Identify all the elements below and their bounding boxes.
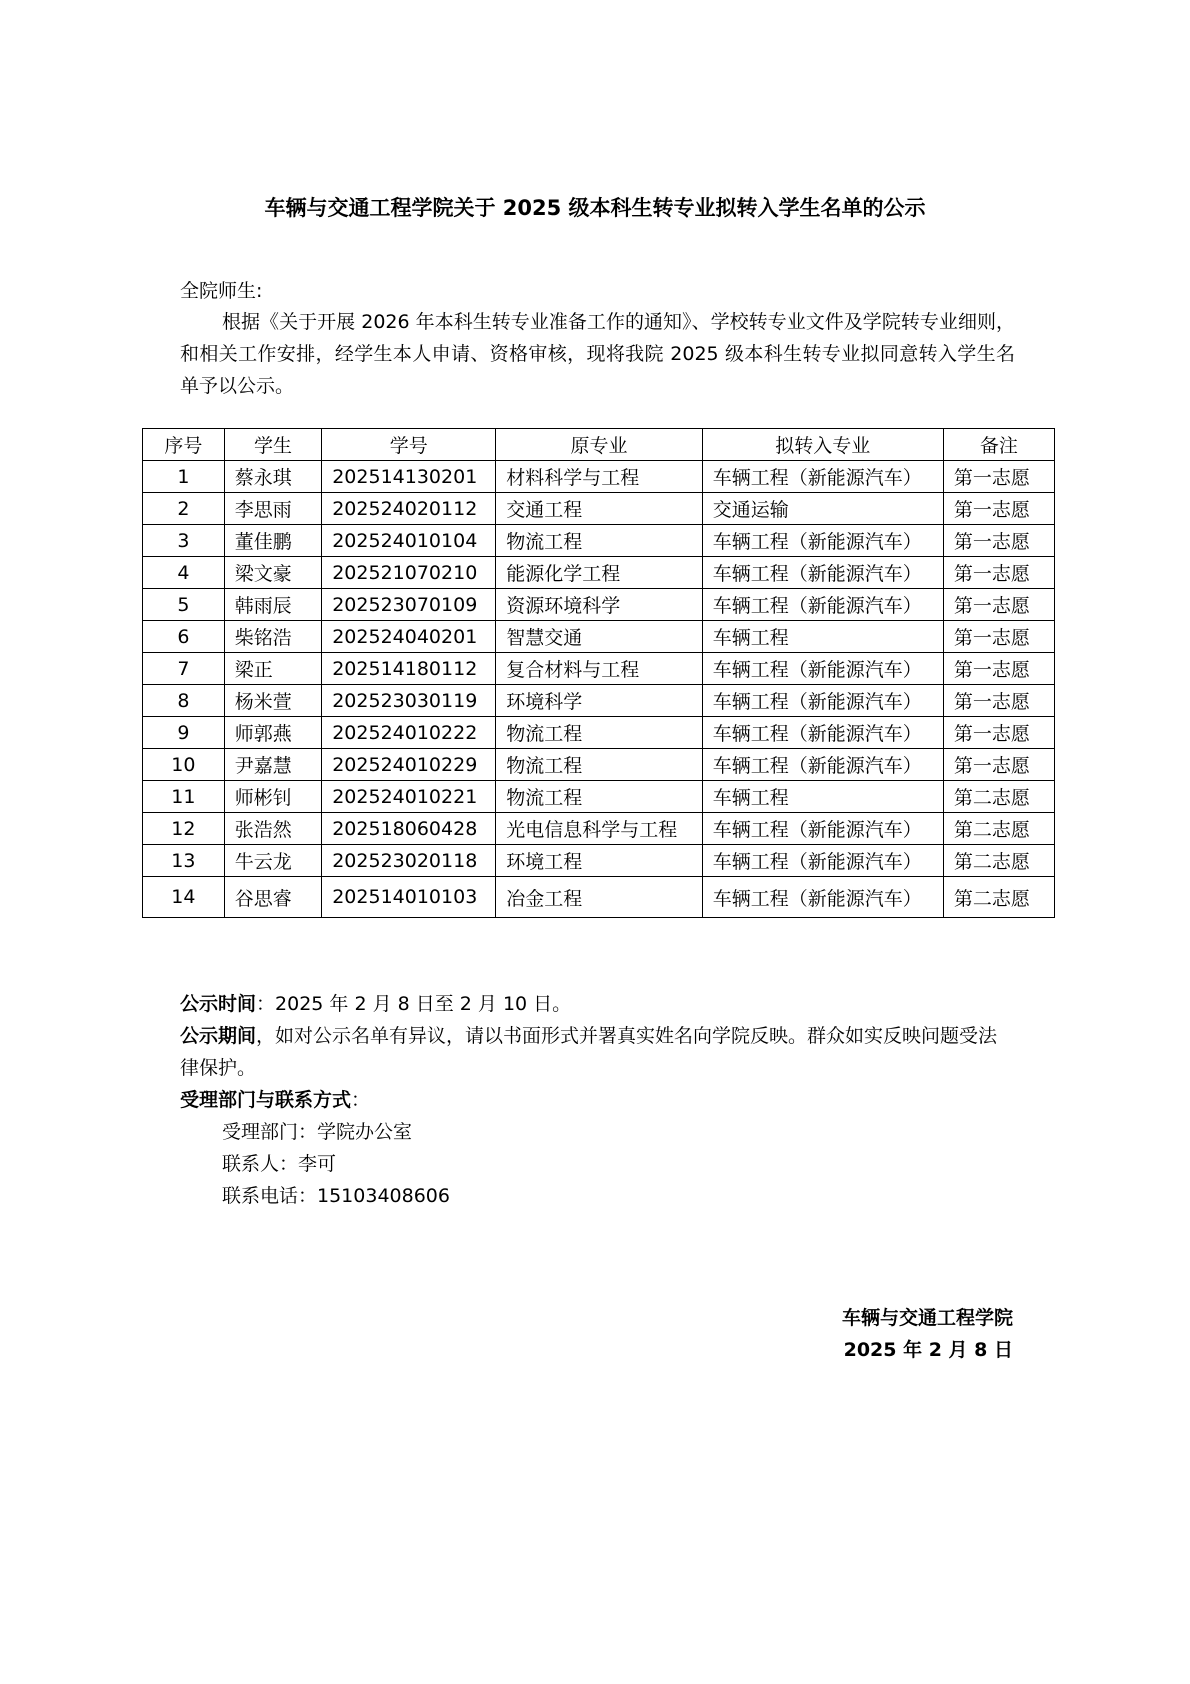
cell-student: 韩雨辰 [224, 589, 321, 621]
cell-target-major: 交通运输 [702, 493, 943, 525]
cell-original-major: 冶金工程 [496, 877, 702, 918]
page-title: 车辆与交通工程学院关于 2025 级本科生转专业拟转入学生名单的公示 [264, 196, 926, 220]
cell-index: 6 [143, 621, 225, 653]
table-row [143, 749, 1055, 781]
cell-target-major: 车辆工程（新能源汽车） [702, 525, 943, 557]
table-row [143, 461, 1055, 493]
table-row [143, 621, 1055, 653]
cell-student-id: 202514130201 [322, 461, 496, 493]
cell-original-major: 环境科学 [496, 685, 702, 717]
table-row [143, 685, 1055, 717]
cell-target-major: 车辆工程（新能源汽车） [702, 461, 943, 493]
cell-remark: 第一志愿 [943, 621, 1054, 653]
cell-original-major: 光电信息科学与工程 [496, 813, 702, 845]
cell-student-id: 202521070210 [322, 557, 496, 589]
cell-student: 李思雨 [224, 493, 321, 525]
header-student-id: 学号 [322, 429, 496, 461]
cell-target-major: 车辆工程（新能源汽车） [702, 557, 943, 589]
table-row [143, 589, 1055, 621]
cell-target-major: 车辆工程（新能源汽车） [702, 845, 943, 877]
cell-index: 4 [143, 557, 225, 589]
notice-time-value: ：2025 年 2 月 8 日至 2 月 10 日。 [256, 993, 572, 1015]
cell-student: 梁正 [224, 653, 321, 685]
header-index: 序号 [143, 429, 225, 461]
table-body [143, 461, 1055, 918]
cell-student: 梁文豪 [224, 557, 321, 589]
cell-student: 张浩然 [224, 813, 321, 845]
cell-index: 10 [143, 749, 225, 781]
cell-index: 11 [143, 781, 225, 813]
cell-remark: 第一志愿 [943, 493, 1054, 525]
cell-index: 12 [143, 813, 225, 845]
cell-student-id: 202524010222 [322, 717, 496, 749]
table-row [143, 781, 1055, 813]
contact-person: 联系人：李可 [222, 1153, 337, 1175]
table-row [143, 493, 1055, 525]
greeting: 全院师生: [180, 280, 263, 302]
table-row [143, 557, 1055, 589]
cell-original-major: 智慧交通 [496, 621, 702, 653]
cell-target-major: 车辆工程（新能源汽车） [702, 749, 943, 781]
header-original-major: 原专业 [496, 429, 702, 461]
intro-paragraph: 根据《关于开展 2026 年本科生转专业准备工作的通知》、学校转专业文件及学院转专业细则，和相关工作安排，经学生本人申请、资格审核，现将我院 2025 级本科生转专业拟同意转入学生名单予以公示。 [180, 311, 1015, 397]
cell-student-id: 202523030119 [322, 685, 496, 717]
cell-student: 谷思睿 [224, 877, 321, 918]
table-row [143, 845, 1055, 877]
cell-index: 2 [143, 493, 225, 525]
cell-target-major: 车辆工程（新能源汽车） [702, 877, 943, 918]
cell-student: 师彬钊 [224, 781, 321, 813]
cell-target-major: 车辆工程 [702, 781, 943, 813]
cell-original-major: 物流工程 [496, 717, 702, 749]
cell-student-id: 202514180112 [322, 653, 496, 685]
transfer-student-table [142, 428, 1055, 918]
cell-index: 3 [143, 525, 225, 557]
cell-index: 8 [143, 685, 225, 717]
cell-student-id: 202523070109 [322, 589, 496, 621]
cell-original-major: 物流工程 [496, 525, 702, 557]
notice-period [180, 1020, 1015, 1084]
signature-date: 2025 年 2 月 8 日 [843, 1339, 1013, 1361]
cell-student-id: 202524010221 [322, 781, 496, 813]
notice-period-label: 公示期间 [180, 1025, 257, 1047]
cell-target-major: 车辆工程（新能源汽车） [702, 685, 943, 717]
cell-target-major: 车辆工程（新能源汽车） [702, 589, 943, 621]
cell-target-major: 车辆工程（新能源汽车） [702, 653, 943, 685]
contact-phone: 联系电话：15103408606 [222, 1185, 450, 1207]
cell-remark: 第一志愿 [943, 461, 1054, 493]
cell-remark: 第一志愿 [943, 653, 1054, 685]
cell-remark: 第二志愿 [943, 781, 1054, 813]
cell-remark: 第一志愿 [943, 557, 1054, 589]
cell-remark: 第一志愿 [943, 717, 1054, 749]
cell-target-major: 车辆工程（新能源汽车） [702, 717, 943, 749]
cell-student-id: 202514010103 [322, 877, 496, 918]
table-row [143, 717, 1055, 749]
cell-index: 9 [143, 717, 225, 749]
cell-remark: 第一志愿 [943, 589, 1054, 621]
cell-student: 师郭燕 [224, 717, 321, 749]
notice-time-label: 公示时间 [180, 993, 257, 1015]
cell-original-major: 环境工程 [496, 845, 702, 877]
table-row [143, 653, 1055, 685]
cell-original-major: 物流工程 [496, 781, 702, 813]
cell-index: 14 [143, 877, 225, 918]
cell-remark: 第一志愿 [943, 525, 1054, 557]
cell-original-major: 材料科学与工程 [496, 461, 702, 493]
cell-student: 牛云龙 [224, 845, 321, 877]
cell-original-major: 能源化学工程 [496, 557, 702, 589]
cell-index: 1 [143, 461, 225, 493]
cell-remark: 第二志愿 [943, 813, 1054, 845]
contact-department: 受理部门：学院办公室 [222, 1121, 413, 1143]
header-student: 学生 [224, 429, 321, 461]
cell-target-major: 车辆工程（新能源汽车） [702, 813, 943, 845]
cell-student-id: 202524040201 [322, 621, 496, 653]
cell-student-id: 202518060428 [322, 813, 496, 845]
table-header-row [143, 429, 1055, 461]
cell-student-id: 202524020112 [322, 493, 496, 525]
cell-original-major: 资源环境科学 [496, 589, 702, 621]
cell-student-id: 202524010229 [322, 749, 496, 781]
cell-student: 董佳鹏 [224, 525, 321, 557]
cell-original-major: 物流工程 [496, 749, 702, 781]
header-target-major: 拟转入专业 [702, 429, 943, 461]
signature-org: 车辆与交通工程学院 [841, 1307, 1013, 1329]
notice-contact-colon: ： [351, 1089, 371, 1111]
signature-block [842, 1302, 1013, 1366]
notice-contact [180, 1084, 1015, 1116]
cell-index: 5 [143, 589, 225, 621]
cell-remark: 第一志愿 [943, 749, 1054, 781]
cell-remark: 第二志愿 [943, 877, 1054, 918]
notice-time [180, 988, 1015, 1020]
table-row [143, 525, 1055, 557]
header-remark: 备注 [943, 429, 1054, 461]
cell-original-major: 交通工程 [496, 493, 702, 525]
table-row [143, 877, 1055, 918]
cell-student: 尹嘉慧 [224, 749, 321, 781]
notice-section [180, 988, 1015, 1212]
cell-original-major: 复合材料与工程 [496, 653, 702, 685]
cell-remark: 第一志愿 [943, 685, 1054, 717]
cell-index: 7 [143, 653, 225, 685]
cell-student: 蔡永琪 [224, 461, 321, 493]
cell-index: 13 [143, 845, 225, 877]
notice-period-value: ，如对公示名单有异议，请以书面形式并署真实姓名向学院反映。群众如实反映问题受法律保护。 [180, 1025, 998, 1079]
cell-target-major: 车辆工程 [702, 621, 943, 653]
notice-contact-label: 受理部门与联系方式 [180, 1089, 352, 1111]
cell-student: 柴铭浩 [224, 621, 321, 653]
cell-student-id: 202524010104 [322, 525, 496, 557]
cell-student-id: 202523020118 [322, 845, 496, 877]
cell-student: 杨米萱 [224, 685, 321, 717]
cell-remark: 第二志愿 [943, 845, 1054, 877]
table-row [143, 813, 1055, 845]
